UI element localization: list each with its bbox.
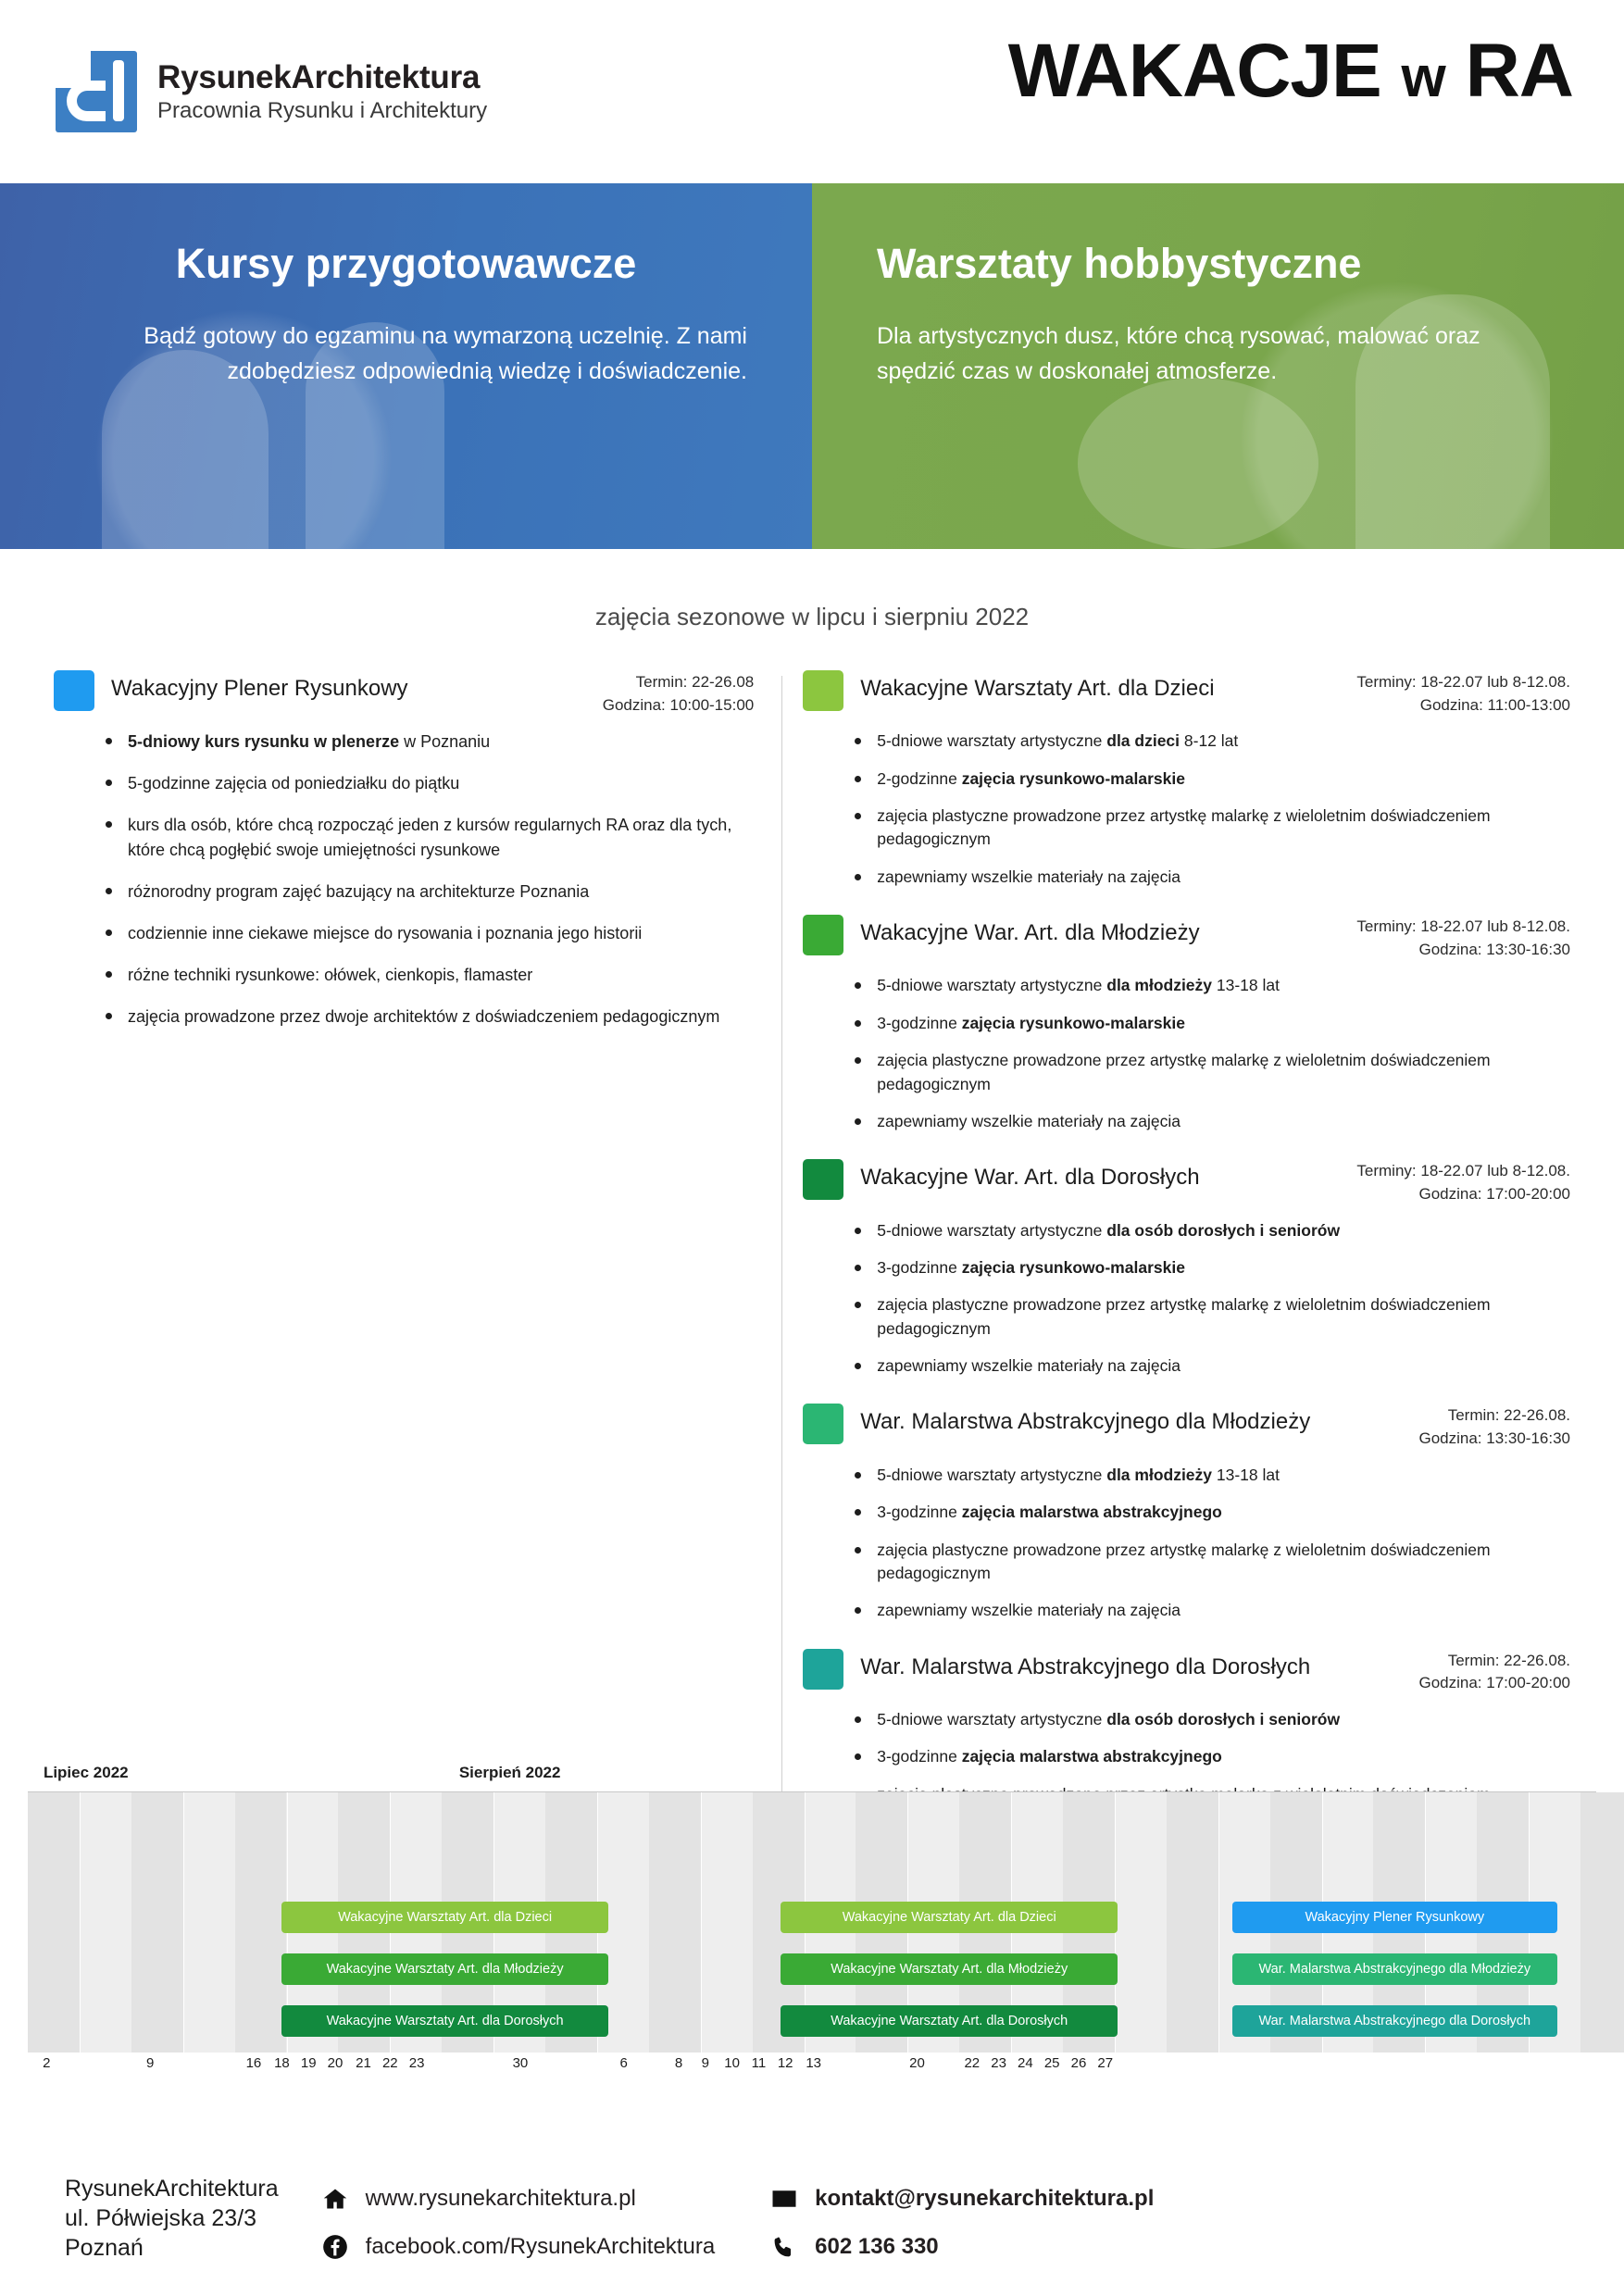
course-term: Termin: 22-26.08.	[1447, 1651, 1570, 1669]
page-title	[1008, 28, 1573, 115]
brand-logo	[56, 51, 487, 132]
gantt-tick-label: 22	[964, 2055, 981, 2071]
list-item: 5-dniowe warsztaty artystyczne dla młodzieży 13-18 lat	[871, 974, 1570, 997]
gantt-bar[interactable]: Wakacyjne Warsztaty Art. dla Dorosłych	[281, 2005, 607, 2037]
course-title: Wakacyjne Warsztaty Art. dla Dzieci	[860, 676, 1215, 701]
footer-address-line3: Poznań	[65, 2235, 144, 2261]
course-title: Wakacyjny Plener Rysunkowy	[111, 676, 408, 701]
footer-website-text: www.rysunekarchitektura.pl	[365, 2186, 636, 2211]
gantt-tick-label: 20	[327, 2055, 344, 2071]
gantt-tick-label: 8	[674, 2055, 683, 2071]
footer-address-line1: RysunekArchitektura	[65, 2176, 279, 2202]
gantt-weekend-band	[649, 1792, 701, 2053]
list-item: zapewniamy wszelkie materiały na zajęcia	[871, 1599, 1570, 1622]
gantt-tick-label: 20	[909, 2055, 925, 2071]
banner-right-heading: Warsztaty hobbystyczne	[877, 240, 1362, 287]
gantt-tick-label: 13	[806, 2055, 822, 2071]
gantt-tick-label: 6	[619, 2055, 628, 2071]
page-title-end: RA	[1465, 29, 1573, 113]
course-schedule	[1418, 1402, 1570, 1450]
course-schedule	[1418, 1647, 1570, 1695]
course-card	[54, 668, 754, 1029]
list-item: zapewniamy wszelkie materiały na zajęcia	[871, 1110, 1570, 1133]
gantt-tick-label: 26	[1070, 2055, 1087, 2071]
course-card	[803, 1402, 1570, 1622]
gantt-axis	[28, 2053, 1596, 2077]
list-item: 5-dniowy kurs rysunku w plenerze w Poznaniu	[122, 730, 754, 754]
courses-column-right	[803, 668, 1570, 1891]
banner-left-heading: Kursy przygotowawcze	[175, 240, 637, 287]
courses-column-left	[54, 668, 781, 1891]
list-item: 5-godzinne zajęcia od poniedziałku do piątku	[122, 771, 754, 795]
gantt-tick-label: 24	[1018, 2055, 1033, 2071]
list-item: zajęcia plastyczne prowadzone przez artystkę malarkę z wieloletnim doświadczeniem pedagogicznym	[871, 1293, 1570, 1341]
page-header	[0, 0, 1624, 183]
course-schedule	[1356, 1157, 1570, 1205]
gantt-tick-label: 21	[356, 2055, 371, 2071]
gantt-tick-label: 11	[751, 2055, 767, 2071]
ra-logo-icon	[56, 51, 137, 132]
course-term: Terminy: 18-22.07 lub 8-12.08.	[1356, 917, 1570, 936]
list-item: zajęcia prowadzone przez dwoje architektów z doświadczeniem pedagogicznym	[122, 1004, 754, 1029]
gantt-tick-label: 23	[991, 2055, 1006, 2071]
gantt-bar[interactable]: Wakacyjny Plener Rysunkowy	[1232, 1902, 1557, 1933]
list-item: 3-godzinne zajęcia malarstwa abstrakcyjnego	[871, 1745, 1570, 1768]
list-item: zajęcia plastyczne prowadzone przez artystkę malarkę z wieloletnim doświadczeniem pedagogicznym	[871, 805, 1570, 852]
mail-icon	[770, 2185, 798, 2213]
banner-right-text: Dla artystycznych dusz, które chcą rysować, malować oraz spędzić czas w doskonałej atmosferze.	[877, 322, 1480, 384]
course-header	[803, 1647, 1570, 1695]
course-term: Termin: 22-26.08	[635, 673, 755, 691]
course-schedule	[1356, 668, 1570, 717]
course-color-swatch	[803, 915, 843, 955]
footer-address	[65, 2174, 279, 2263]
gantt-tick-label: 22	[381, 2055, 398, 2071]
course-card	[803, 668, 1570, 889]
gantt-month-label: Sierpień 2022	[458, 1764, 561, 1781]
home-icon	[321, 2185, 349, 2213]
footer-email[interactable]	[770, 2185, 1154, 2213]
course-feature-list	[803, 1464, 1570, 1623]
course-header	[54, 668, 754, 717]
course-title: War. Malarstwa Abstrakcyjnego dla Młodzieży	[860, 1409, 1311, 1435]
gantt-weekend-band	[1167, 1792, 1218, 2053]
footer-website[interactable]	[321, 2185, 716, 2213]
course-header	[803, 1402, 1570, 1450]
list-item: 5-dniowe warsztaty artystyczne dla osób dorosłych i seniorów	[871, 1219, 1570, 1242]
course-schedule	[603, 668, 755, 717]
course-time: Godzina: 13:30-16:30	[1418, 940, 1570, 958]
season-subtitle: zajęcia sezonowe w lipcu i sierpniu 2022	[594, 603, 1030, 630]
course-header	[803, 668, 1570, 717]
course-title: Wakacyjne War. Art. dla Dorosłych	[860, 1165, 1200, 1191]
page-footer	[0, 2157, 1624, 2296]
list-item: 5-dniowe warsztaty artystyczne dla osób dorosłych i seniorów	[871, 1708, 1570, 1731]
course-feature-list	[803, 730, 1570, 889]
footer-facebook-text: facebook.com/RysunekArchitektura	[365, 2234, 716, 2259]
gantt-bar[interactable]: Wakacyjne Warsztaty Art. dla Dzieci	[781, 1902, 1118, 1933]
course-color-swatch	[803, 1649, 843, 1690]
course-header	[803, 1157, 1570, 1205]
courses-section	[0, 668, 1624, 1891]
course-color-swatch	[803, 1404, 843, 1444]
gantt-bar[interactable]: Wakacyjne Warsztaty Art. dla Dorosłych	[781, 2005, 1118, 2037]
course-header	[803, 913, 1570, 961]
course-color-swatch	[54, 670, 94, 711]
gantt-tick-label: 19	[300, 2055, 317, 2071]
course-color-swatch	[803, 670, 843, 711]
course-title: Wakacyjne War. Art. dla Młodzieży	[860, 920, 1200, 946]
gantt-tick-label: 16	[245, 2055, 262, 2071]
list-item: zajęcia plastyczne prowadzone przez artystkę malarkę z wieloletnim doświadczeniem pedagogicznym	[871, 1539, 1570, 1586]
list-item: 3-godzinne zajęcia malarstwa abstrakcyjnego	[871, 1501, 1570, 1524]
list-item: 5-dniowe warsztaty artystyczne dla młodzieży 13-18 lat	[871, 1464, 1570, 1487]
course-time: Godzina: 11:00-13:00	[1419, 695, 1570, 714]
brand-tagline: Pracownia Rysunku i Architektury	[157, 98, 488, 123]
gantt-weekend-band	[28, 1792, 80, 2053]
gantt-gridline	[1218, 1792, 1219, 2053]
gantt-gridline	[80, 1792, 81, 2053]
course-color-swatch	[803, 1159, 843, 1200]
gantt-bar[interactable]: Wakacyjne Warsztaty Art. dla Młodzieży	[281, 1953, 607, 1985]
course-time: Godzina: 17:00-20:00	[1418, 1674, 1570, 1692]
gantt-month-label: Lipiec 2022	[43, 1764, 129, 1781]
footer-phone[interactable]	[770, 2233, 1154, 2261]
list-item: 2-godzinne zajęcia rysunkowo-malarskie	[871, 767, 1570, 791]
list-item: zajęcia plastyczne prowadzone przez artystkę malarkę z wieloletnim doświadczeniem pedagogicznym	[871, 1049, 1570, 1096]
gantt-weekend-band	[1580, 1792, 1624, 2053]
course-card	[803, 913, 1570, 1133]
gantt-month-labels	[28, 1764, 1596, 1791]
gantt-gridline	[701, 1792, 702, 2053]
gantt-grid	[28, 1791, 1596, 2053]
footer-address-line2: ul. Półwiejska 23/3	[65, 2205, 257, 2231]
gantt-tick-label: 2	[43, 2055, 51, 2071]
page-title-main: WAKACJE	[1007, 29, 1381, 113]
footer-email-text: kontakt@rysunekarchitektura.pl	[815, 2186, 1155, 2211]
banner-left-text: Bądź gotowy do egzaminu na wymarzoną uczelnię. Z nami zdobędziesz odpowiednią wiedzę i doświadczenie.	[144, 322, 747, 384]
phone-icon	[770, 2233, 798, 2261]
list-item: różne techniki rysunkowe: ołówek, cienkopis, flamaster	[122, 963, 754, 987]
course-time: Godzina: 10:00-15:00	[602, 695, 755, 714]
course-feature-list	[54, 730, 754, 1029]
list-item: 3-godzinne zajęcia rysunkowo-malarskie	[871, 1012, 1570, 1035]
list-item: zapewniamy wszelkie materiały na zajęcia	[871, 1354, 1570, 1378]
course-time: Godzina: 13:30-16:30	[1418, 1429, 1570, 1448]
course-term: Termin: 22-26.08.	[1447, 1406, 1570, 1425]
gantt-weekend-band	[131, 1792, 183, 2053]
course-title: War. Malarstwa Abstrakcyjnego dla Dorosłych	[860, 1653, 1311, 1679]
footer-phone-text: 602 136 330	[815, 2234, 939, 2259]
gantt-tick-label: 23	[408, 2055, 425, 2071]
gantt-bar[interactable]: Wakacyjne Warsztaty Art. dla Dzieci	[281, 1902, 607, 1933]
list-item: kurs dla osób, które chcą rozpocząć jeden z kursów regularnych RA oraz dla tych, które chcą pogłębić swoje umiejętności rysunkowe	[122, 813, 754, 861]
gantt-bar[interactable]: War. Malarstwa Abstrakcyjnego dla Młodzieży	[1232, 1953, 1557, 1985]
gantt-tick-label: 30	[512, 2055, 529, 2071]
course-time: Godzina: 17:00-20:00	[1418, 1184, 1570, 1203]
course-term: Terminy: 18-22.07 lub 8-12.08.	[1356, 673, 1570, 691]
gantt-bar[interactable]: Wakacyjne Warsztaty Art. dla Młodzieży	[781, 1953, 1118, 1985]
schedule-gantt	[28, 1764, 1596, 2106]
footer-facebook[interactable]	[321, 2233, 716, 2261]
gantt-gridline	[183, 1792, 184, 2053]
list-item: zapewniamy wszelkie materiały na zajęcia	[871, 866, 1570, 889]
list-item: 5-dniowe warsztaty artystyczne dla dzieci 8-12 lat	[871, 730, 1570, 753]
course-term: Terminy: 18-22.07 lub 8-12.08.	[1356, 1162, 1570, 1180]
gantt-tick-label: 12	[777, 2055, 793, 2071]
banner-card-warsztaty	[812, 183, 1624, 549]
course-feature-list	[803, 974, 1570, 1133]
gantt-tick-label: 18	[274, 2055, 290, 2071]
list-item: różnorodny program zajęć bazujący na architekturze Poznania	[122, 880, 754, 904]
hero-banner	[0, 183, 1624, 549]
gantt-tick-label: 27	[1097, 2055, 1114, 2071]
gantt-tick-label: 9	[145, 2055, 155, 2071]
column-divider	[781, 676, 782, 1891]
banner-card-kursy	[0, 183, 812, 549]
list-item: 3-godzinne zajęcia rysunkowo-malarskie	[871, 1256, 1570, 1279]
list-item: codziennie inne ciekawe miejsce do rysowania i poznania jego historii	[122, 921, 754, 945]
facebook-icon	[321, 2233, 349, 2261]
gantt-weekend-band	[235, 1792, 287, 2053]
course-schedule	[1356, 913, 1570, 961]
course-feature-list	[803, 1219, 1570, 1379]
gantt-tick-label: 25	[1043, 2055, 1060, 2071]
gantt-tick-label: 9	[701, 2055, 709, 2071]
course-card	[803, 1157, 1570, 1378]
gantt-tick-label: 10	[724, 2055, 740, 2071]
page-title-small: w	[1401, 45, 1445, 109]
brand-name: RysunekArchitektura	[157, 59, 481, 95]
gantt-bar[interactable]: War. Malarstwa Abstrakcyjnego dla Dorosłych	[1232, 2005, 1557, 2037]
